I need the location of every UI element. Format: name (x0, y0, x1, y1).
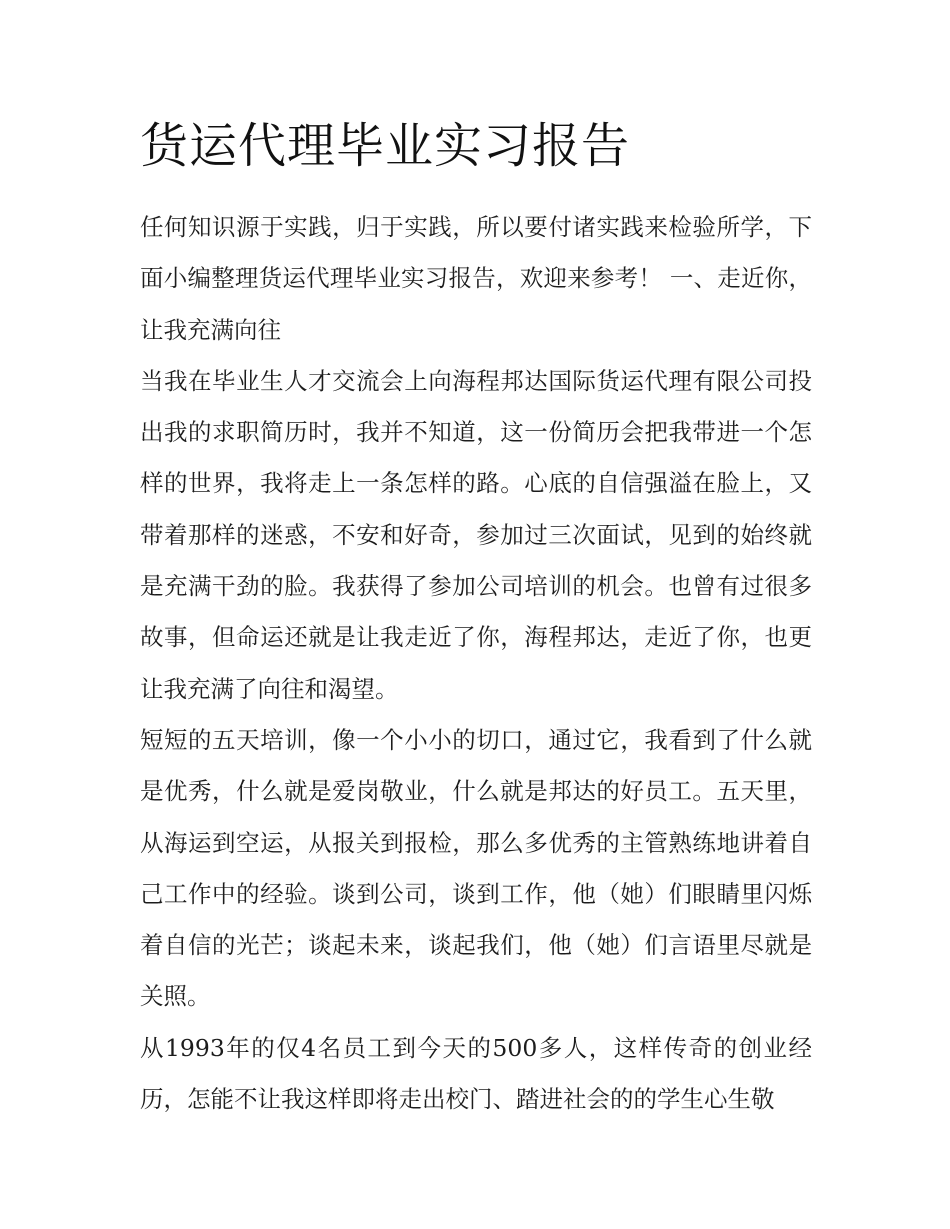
document-title: 货运代理毕业实习报告 (140, 118, 631, 174)
document-page (140, 112, 812, 1125)
paragraph-company-history: 从1993年的仅4名员工到今天的500多人，这样传奇的创业经历，怎能不让我这样即将走出校门、踏进社会的的学生心生敬 (140, 1033, 812, 1114)
document-body (140, 202, 812, 1125)
paragraph-job-fair: 当我在毕业生人才交流会上向海程邦达国际货运代理有限公司投出我的求职简历时，我并不知道，这一份简历会把我带进一个怎样的世界，我将走上一条怎样的路。心底的自信强溢在脸上，又带着那样的迷惑，不安和好奇，参加过三次面试，见到的始终就是充满干劲的脸。我获得了参加公司培训的机会。也曾有过很多故事，但命运还就是让我走近了你，海程邦达，走近了你，也更让我充满了向往和渴望。 (140, 366, 812, 703)
paragraph-training: 短短的五天培训，像一个小小的切口，通过它，我看到了什么就是优秀，什么就是爱岗敬业，什么就是邦达的好员工。五天里，从海运到空运，从报关到报检，那么多优秀的主管熟练地讲着自己工作中的经验。谈到公司，谈到工作，他（她）们眼睛里闪烁着自信的光芒；谈起未来，谈起我们，他（她）们言语里尽就是关照。 (140, 725, 812, 1011)
paragraph-intro: 任何知识源于实践，归于实践，所以要付诸实践来检验所学，下面小编整理货运代理毕业实习报告，欢迎来参考！ 一、走近你，让我充满向往 (140, 213, 812, 344)
